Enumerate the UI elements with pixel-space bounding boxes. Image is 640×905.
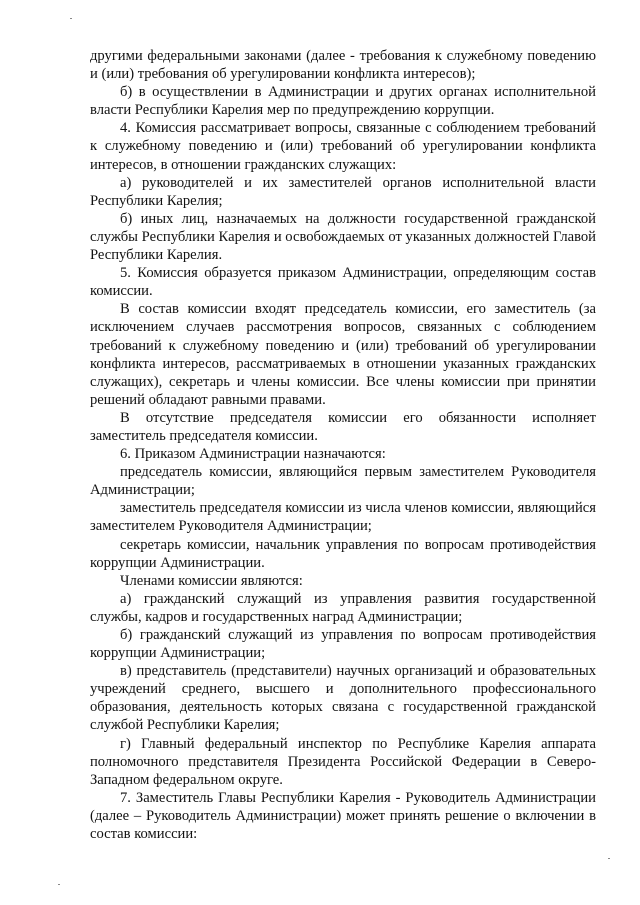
paragraph-member-a: а) гражданский служащий из управления развития государственной службы, кадров и государственных наград Администрации; [90,590,596,625]
paragraph-chairman: председатель комиссии, являющийся первым заместителем Руководителя Администрации; [90,464,596,499]
scan-speck [70,18,72,19]
paragraph-member-g: г) Главный федеральный инспектор по Республике Карелия аппарата полномочного представителя Президента Российской Федерации в Северо-Западном федеральном округе. [90,735,596,788]
document-body [90,47,596,843]
scan-speck [608,858,610,859]
scan-speck [58,884,60,885]
paragraph-secretary: секретарь комиссии, начальник управления по вопросам противодействия коррупции Администрации. [90,536,596,571]
paragraph-7: 7. Заместитель Главы Республики Карелия - Руководитель Администрации (далее – Руководитель Администрации) может принять решение о включении в состав комиссии: [90,789,596,843]
paragraph-chair-absence: В отсутствие председателя комиссии его обязанности исполняет заместитель председателя комиссии. [90,409,596,444]
paragraph-5: 5. Комиссия образуется приказом Администрации, определяющим состав комиссии. [90,265,596,300]
paragraph-item-a-heads: а) руководителей и их заместителей органов исполнительной власти Республики Карелия; [90,174,596,209]
paragraph-members-heading: Членами комиссии являются: [120,572,303,589]
paragraph-item-b-prevention: б) в осуществлении в Администрации и других органах исполнительной власти Республики Карелия мер по предупреждению коррупции. [90,84,596,119]
paragraph-member-b: б) гражданский служащий из управления по вопросам противодействия коррупции Администрации; [90,627,596,662]
paragraph-4: 4. Комиссия рассматривает вопросы, связанные с соблюдением требований к служебному поведению и (или) требований об урегулировании конфликта интересов, в отношении гражданских служащих: [90,120,596,173]
paragraph-deputy-chairman: заместитель председателя комиссии из числа членов комиссии, являющийся заместителем Руководителя Администрации; [90,500,596,535]
paragraph-continuation: другими федеральными законами (далее - требования к служебному поведению и (или) требования об урегулировании конфликта интересов); [90,48,596,83]
paragraph-member-v: в) представитель (представители) научных организаций и образовательных учреждений среднего, высшего и дополнительного профессионального образования, деятельность которых связана с государственной гражданской службой Республики Карелия; [90,663,596,734]
paragraph-composition: В состав комиссии входят председатель комиссии, его заместитель (за исключением случаев рассмотрения вопросов, связанных с соблюдением требований к служебному поведению и (или) требований об урегулировании конфликта интересов, рассматриваемых в отношении указанных гражданских служащих), секретарь и члены комиссии. Все члены комиссии при принятии решений обладают равными правами. [90,301,596,408]
paragraph-6: 6. Приказом Администрации назначаются: [120,446,386,463]
paragraph-item-b-other-persons: б) иных лиц, назначаемых на должности государственной гражданской службы Республики Карелия и освобождаемых от указанных должностей Главой Республики Карелия. [90,210,596,264]
